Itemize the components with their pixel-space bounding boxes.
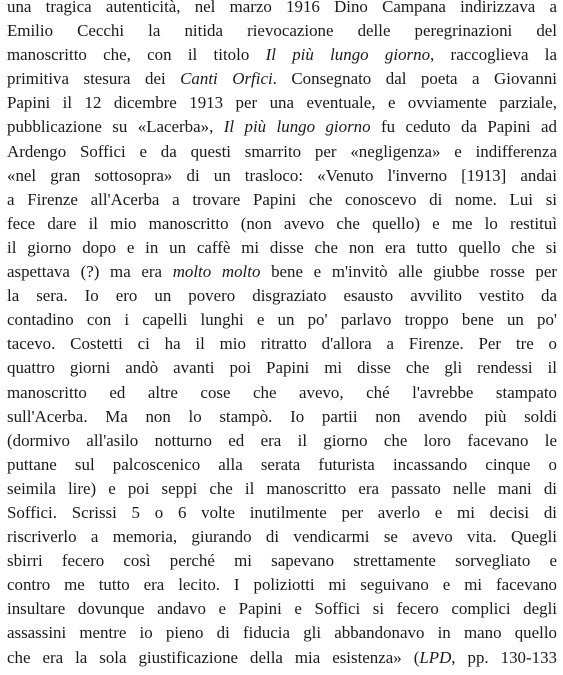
text-run: contadino con i capelli lunghi e un po' parlavo troppo bene un po'	[7, 310, 557, 330]
text-line	[7, 453, 557, 477]
text-run: . Consegnato dal poeta a Giovanni	[272, 69, 557, 89]
text-line	[7, 260, 557, 284]
text-line	[7, 597, 557, 621]
text-line	[7, 477, 557, 501]
text-line	[7, 236, 557, 260]
text-run: Soffici. Scrissi 5 o 6 volte inutilmente per averlo e mi decisi di	[7, 502, 557, 522]
text-run: fu ceduto da Papini ad	[370, 117, 557, 137]
italic-text: LPD	[419, 647, 452, 667]
text-run: seimila lire) e poi seppi che il manoscritto era passato nelle mani di	[7, 478, 557, 498]
text-run: assassini mentre io pieno di fiducia gli abbandonavo in mano quello	[7, 623, 557, 643]
text-run: che era la sola giustificazione della mia esistenza» (	[7, 647, 420, 667]
text-line	[7, 212, 557, 236]
text-run: Papini il 12 dicembre 1913 per una eventuale, e ovviamente parziale,	[7, 93, 557, 113]
text-run: la sera. Io ero un povero disgraziato esausto avvilito vestito da	[7, 286, 557, 306]
text-run: fece dare il mio manoscritto (non avevo che quello) e me lo restituì	[7, 213, 557, 233]
text-line	[7, 405, 557, 429]
text-run: manoscritto che, con il titolo	[7, 45, 266, 65]
text-run: Emilio Cecchi la nitida rievocazione delle peregrinazioni del	[7, 21, 557, 41]
text-line	[7, 308, 557, 332]
text-line	[7, 646, 557, 670]
text-run: quattro giorni andò avanti poi Papini mi disse che gli rendessi il	[7, 358, 557, 378]
text-run: a Firenze all'Acerba a trovare Papini che conoscevo di nome. Lui si	[7, 189, 557, 209]
italic-text: Canti Orfici	[180, 69, 273, 89]
text-run: riscriverlo a memoria, giurando di vendicarmi se avevo vita. Quegli	[7, 527, 557, 547]
text-line	[7, 91, 557, 115]
text-line	[7, 0, 557, 19]
text-run: aspettava (?) ma era	[7, 262, 173, 282]
text-line	[7, 115, 557, 139]
text-line	[7, 188, 557, 212]
text-line	[7, 501, 557, 525]
text-run: manoscritto ed altre cose che avevo, ché l'avrebbe stampato	[7, 382, 557, 402]
text-run: , raccoglieva la	[430, 45, 557, 65]
text-run: bene e m'invitò alle giubbe rosse per	[260, 262, 558, 282]
text-run: , pp. 130-133	[451, 647, 557, 667]
text-line	[7, 621, 557, 645]
text-line	[7, 381, 557, 405]
text-line	[7, 429, 557, 453]
italic-text: Il più lungo giorno	[265, 45, 431, 65]
text-line	[7, 140, 557, 164]
text-run: sull'Acerba. Ma non lo stampò. Io partii non avendo più soldi	[7, 406, 557, 426]
text-run: sbirri fecero così perché mi sapevano strettamente sorvegliato e	[7, 551, 557, 571]
text-line	[7, 19, 557, 43]
text-run: pubblicazione su «Lacerba»,	[7, 117, 224, 137]
text-run: tacevo. Costetti ci ha il mio ritratto d'allora a Firenze. Per tre o	[7, 334, 557, 354]
text-line	[7, 332, 557, 356]
text-run: insultare dovunque andavo e Papini e Soffici si fecero complici degli	[7, 599, 557, 619]
text-run: puttane sul palcoscenico alla serata futurista incassando cinque o	[7, 454, 557, 474]
text-line	[7, 549, 557, 573]
text-run: contro me tutto era lecito. I poliziotti mi seguivano e mi facevano	[7, 575, 557, 595]
text-line	[7, 67, 557, 91]
text-line	[7, 573, 557, 597]
italic-text: Il più lungo giorno	[223, 117, 371, 137]
text-line	[7, 164, 557, 188]
text-line	[7, 284, 557, 308]
text-line	[7, 356, 557, 380]
body-paragraph	[7, 0, 557, 670]
text-line	[7, 525, 557, 549]
text-run: una tragica autenticità, nel marzo 1916 Dino Campana indirizzava a	[7, 0, 557, 16]
text-run: Ardengo Soffici e da questi smarrito per «negligenza» e indifferenza	[7, 141, 557, 161]
text-run: (dormivo all'asilo notturno ed era il giorno che loro facevano le	[7, 430, 557, 450]
text-run: «nel gran sottosopra» di un trasloco: «Venuto l'inverno [1913] andai	[7, 165, 557, 185]
italic-text: molto molto	[172, 262, 261, 282]
text-run: primitiva stesura dei	[7, 69, 181, 89]
text-line	[7, 43, 557, 67]
text-run: il giorno dopo e in un caffè mi disse che non era tutto quello che si	[7, 237, 557, 257]
